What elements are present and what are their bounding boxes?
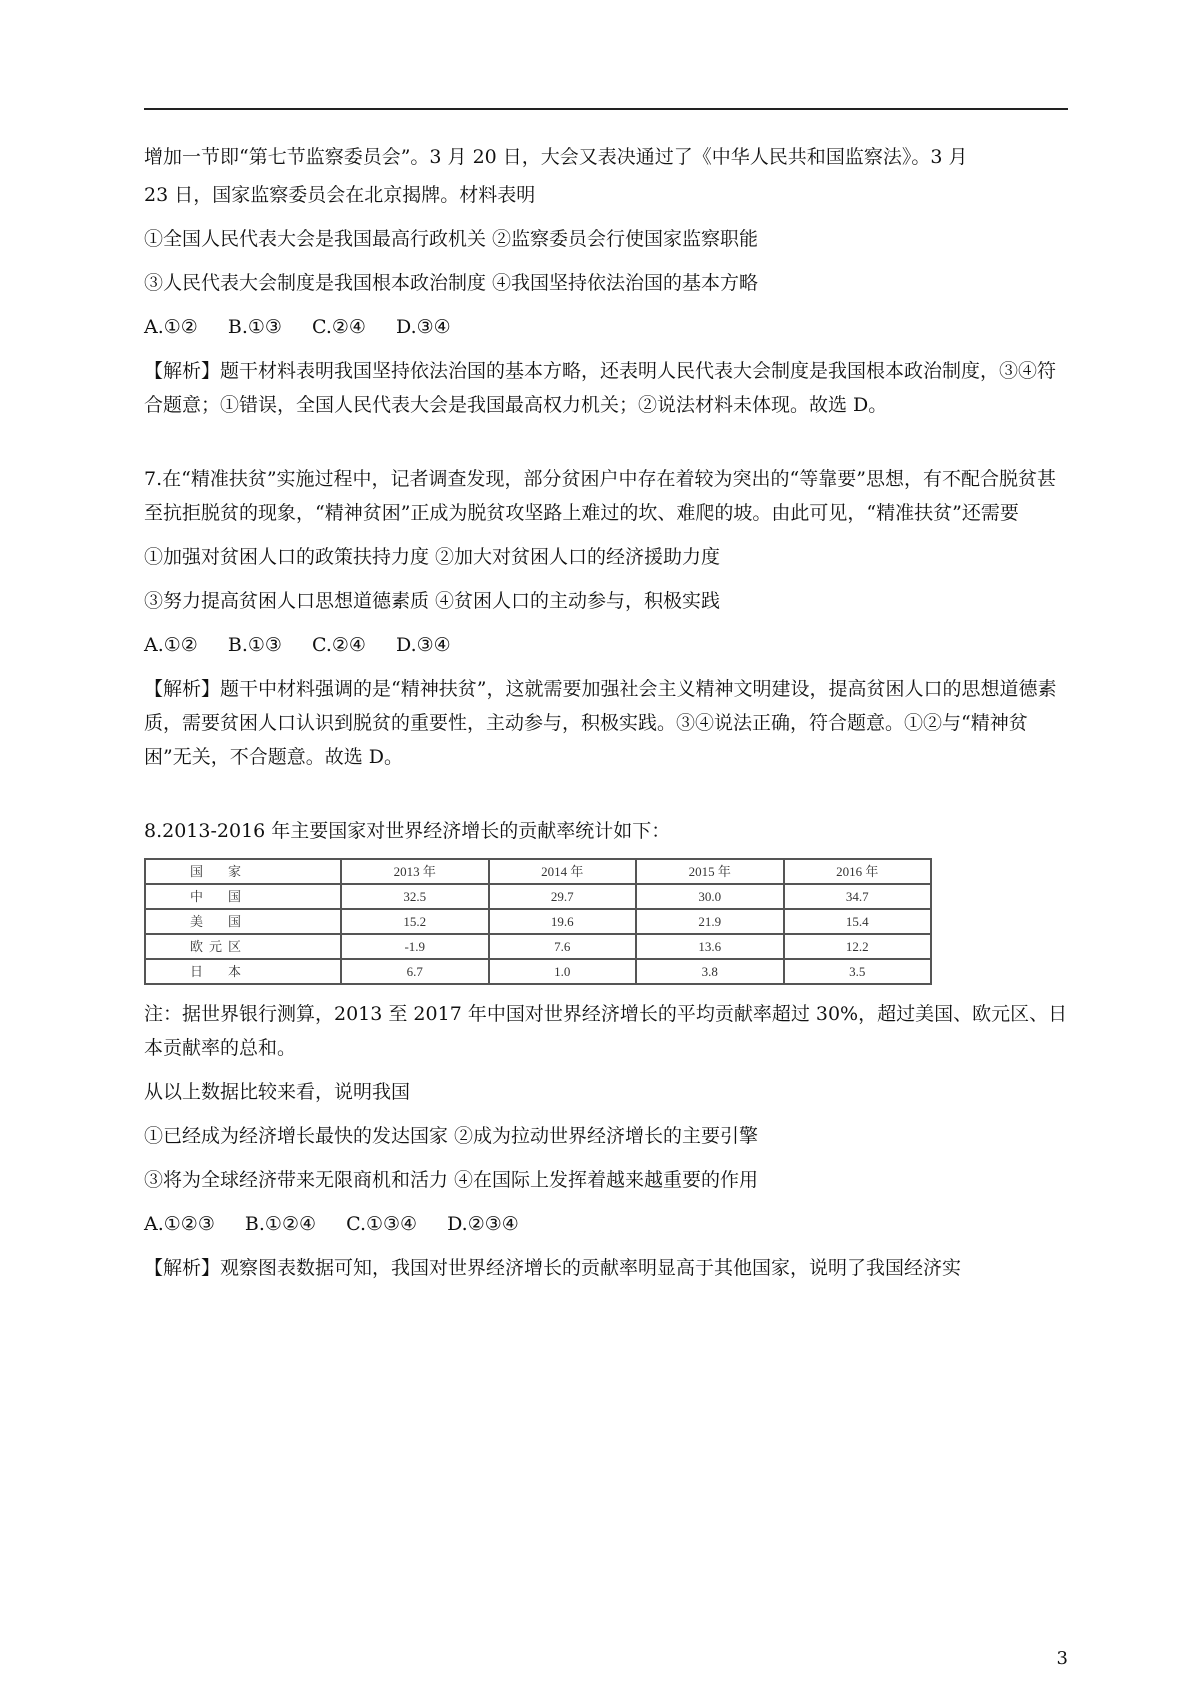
q8-statement-1: ①已经成为经济增长最快的发达国家 ②成为拉动世界经济增长的主要引擎 (144, 1125, 759, 1147)
table-cell: 3.5 (784, 959, 932, 984)
table-cell: 21.9 (636, 909, 784, 934)
table-header-cell: 2016 年 (784, 859, 932, 884)
q7-option-d: D.③④ (396, 634, 451, 656)
table-cell: 29.7 (489, 884, 637, 909)
q7-section (144, 462, 1068, 774)
q7-statement-2: ③努力提高贫困人口思想道德素质 ④贫困人口的主动参与，积极实践 (144, 590, 721, 612)
q6-analysis (144, 354, 1068, 422)
q8-statement-2: ③将为全球经济带来无限商机和活力 ④在国际上发挥着越来越重要的作用 (144, 1169, 759, 1191)
q8-analysis-tag: 【解析】 (144, 1257, 221, 1279)
q8-option-d: D.②③④ (447, 1213, 519, 1235)
q6-line2: 23 日，国家监察委员会在北京揭牌。材料表明 (144, 184, 536, 206)
q6-analysis-text: 题干材料表明我国坚持依法治国的基本方略，还表明人民代表大会制度是我国根本政治制度，③④符合题意；①错误，全国人民代表大会是我国最高权力机关；②说法材料未体现。故选 D。 (144, 360, 1057, 416)
q6-option-c: C.②④ (312, 316, 366, 338)
q7-analysis-text: 题干中材料强调的是“精神扶贫”，这就需要加强社会主义精神文明建设，提高贫困人口的思想道德素质，需要贫困人口认识到脱贫的重要性，主动参与，积极实践。③④说法正确，符合题意。①②与“精神贫困”无关，不合题意。故选 D。 (144, 678, 1057, 768)
page-content (144, 140, 1068, 1295)
table-row (145, 959, 931, 984)
q7-analysis-tag: 【解析】 (144, 678, 221, 700)
q7-analysis (144, 672, 1068, 774)
q7-options (144, 628, 1068, 662)
table-header-cell: 2015 年 (636, 859, 784, 884)
table-header-cell: 国 家 (145, 859, 341, 884)
table-cell: 7.6 (489, 934, 637, 959)
table-cell: -1.9 (341, 934, 489, 959)
table-cell: 13.6 (636, 934, 784, 959)
table-cell: 34.7 (784, 884, 932, 909)
q6-options (144, 310, 1068, 344)
table-cell: 3.8 (636, 959, 784, 984)
q7-option-a: A.①② (144, 634, 198, 656)
q8-section (144, 814, 1068, 1285)
table-header-cell: 2014 年 (489, 859, 637, 884)
table-row (145, 909, 931, 934)
q8-analysis (144, 1251, 1068, 1285)
table-cell: 15.4 (784, 909, 932, 934)
q7-option-b: B.①③ (227, 634, 282, 656)
table-header-row (145, 859, 931, 884)
q7-stem: 7.在“精准扶贫”实施过程中，记者调查发现，部分贫困户中存在着较为突出的“等靠要”思想，有不配合脱贫甚至抗拒脱贫的现象，“精神贫困”正成为脱贫攻坚路上难过的坎、难爬的坡。由此可见，“精准扶贫”还需要 (144, 468, 1056, 524)
q8-stem: 8.2013-2016 年主要国家对世界经济增长的贡献率统计如下： (144, 820, 671, 842)
contribution-table (144, 858, 932, 985)
q6-option-b: B.①③ (227, 316, 282, 338)
table-cell: 1.0 (489, 959, 637, 984)
q8-note: 注：据世界银行测算，2013 至 2017 年中国对世界经济增长的平均贡献率超过 30%，超过美国、欧元区、日本贡献率的总和。 (144, 1003, 1068, 1059)
q8-option-a: A.①②③ (144, 1213, 215, 1235)
q8-lead: 从以上数据比较来看，说明我国 (144, 1081, 411, 1103)
q6-analysis-tag: 【解析】 (144, 360, 221, 382)
table-cell: 30.0 (636, 884, 784, 909)
q6-line1: 增加一节即“第七节监察委员会”。3 月 20 日，大会又表决通过了《中华人民共和国监察法》。3 月 (144, 146, 968, 168)
q6-option-d: D.③④ (396, 316, 451, 338)
table-cell: 6.7 (341, 959, 489, 984)
q7-statement-1: ①加强对贫困人口的政策扶持力度 ②加大对贫困人口的经济援助力度 (144, 546, 721, 568)
table-header-cell: 2013 年 (341, 859, 489, 884)
header-rule (144, 108, 1068, 110)
q8-options (144, 1207, 1068, 1241)
q6-option-a: A.①② (144, 316, 198, 338)
q7-option-c: C.②④ (312, 634, 366, 656)
table-cell-country: 日 本 (145, 959, 341, 984)
q6-section (144, 140, 1068, 422)
table-cell-country: 美 国 (145, 909, 341, 934)
table-row (145, 884, 931, 909)
table-cell: 15.2 (341, 909, 489, 934)
q8-analysis-text: 观察图表数据可知，我国对世界经济增长的贡献率明显高于其他国家，说明了我国经济实 (220, 1257, 962, 1279)
q6-statement-1: ①全国人民代表大会是我国最高行政机关 ②监察委员会行使国家监察职能 (144, 228, 759, 250)
table-cell: 19.6 (489, 909, 637, 934)
table-cell-country: 中 国 (145, 884, 341, 909)
table-cell-country: 欧元区 (145, 934, 341, 959)
table-cell: 12.2 (784, 934, 932, 959)
table-cell: 32.5 (341, 884, 489, 909)
q8-option-b: B.①②④ (244, 1213, 317, 1235)
q8-option-c: C.①③④ (346, 1213, 418, 1235)
table-row (145, 934, 931, 959)
q6-statement-2: ③人民代表大会制度是我国根本政治制度 ④我国坚持依法治国的基本方略 (144, 272, 759, 294)
page-number: 3 (1056, 1648, 1068, 1669)
